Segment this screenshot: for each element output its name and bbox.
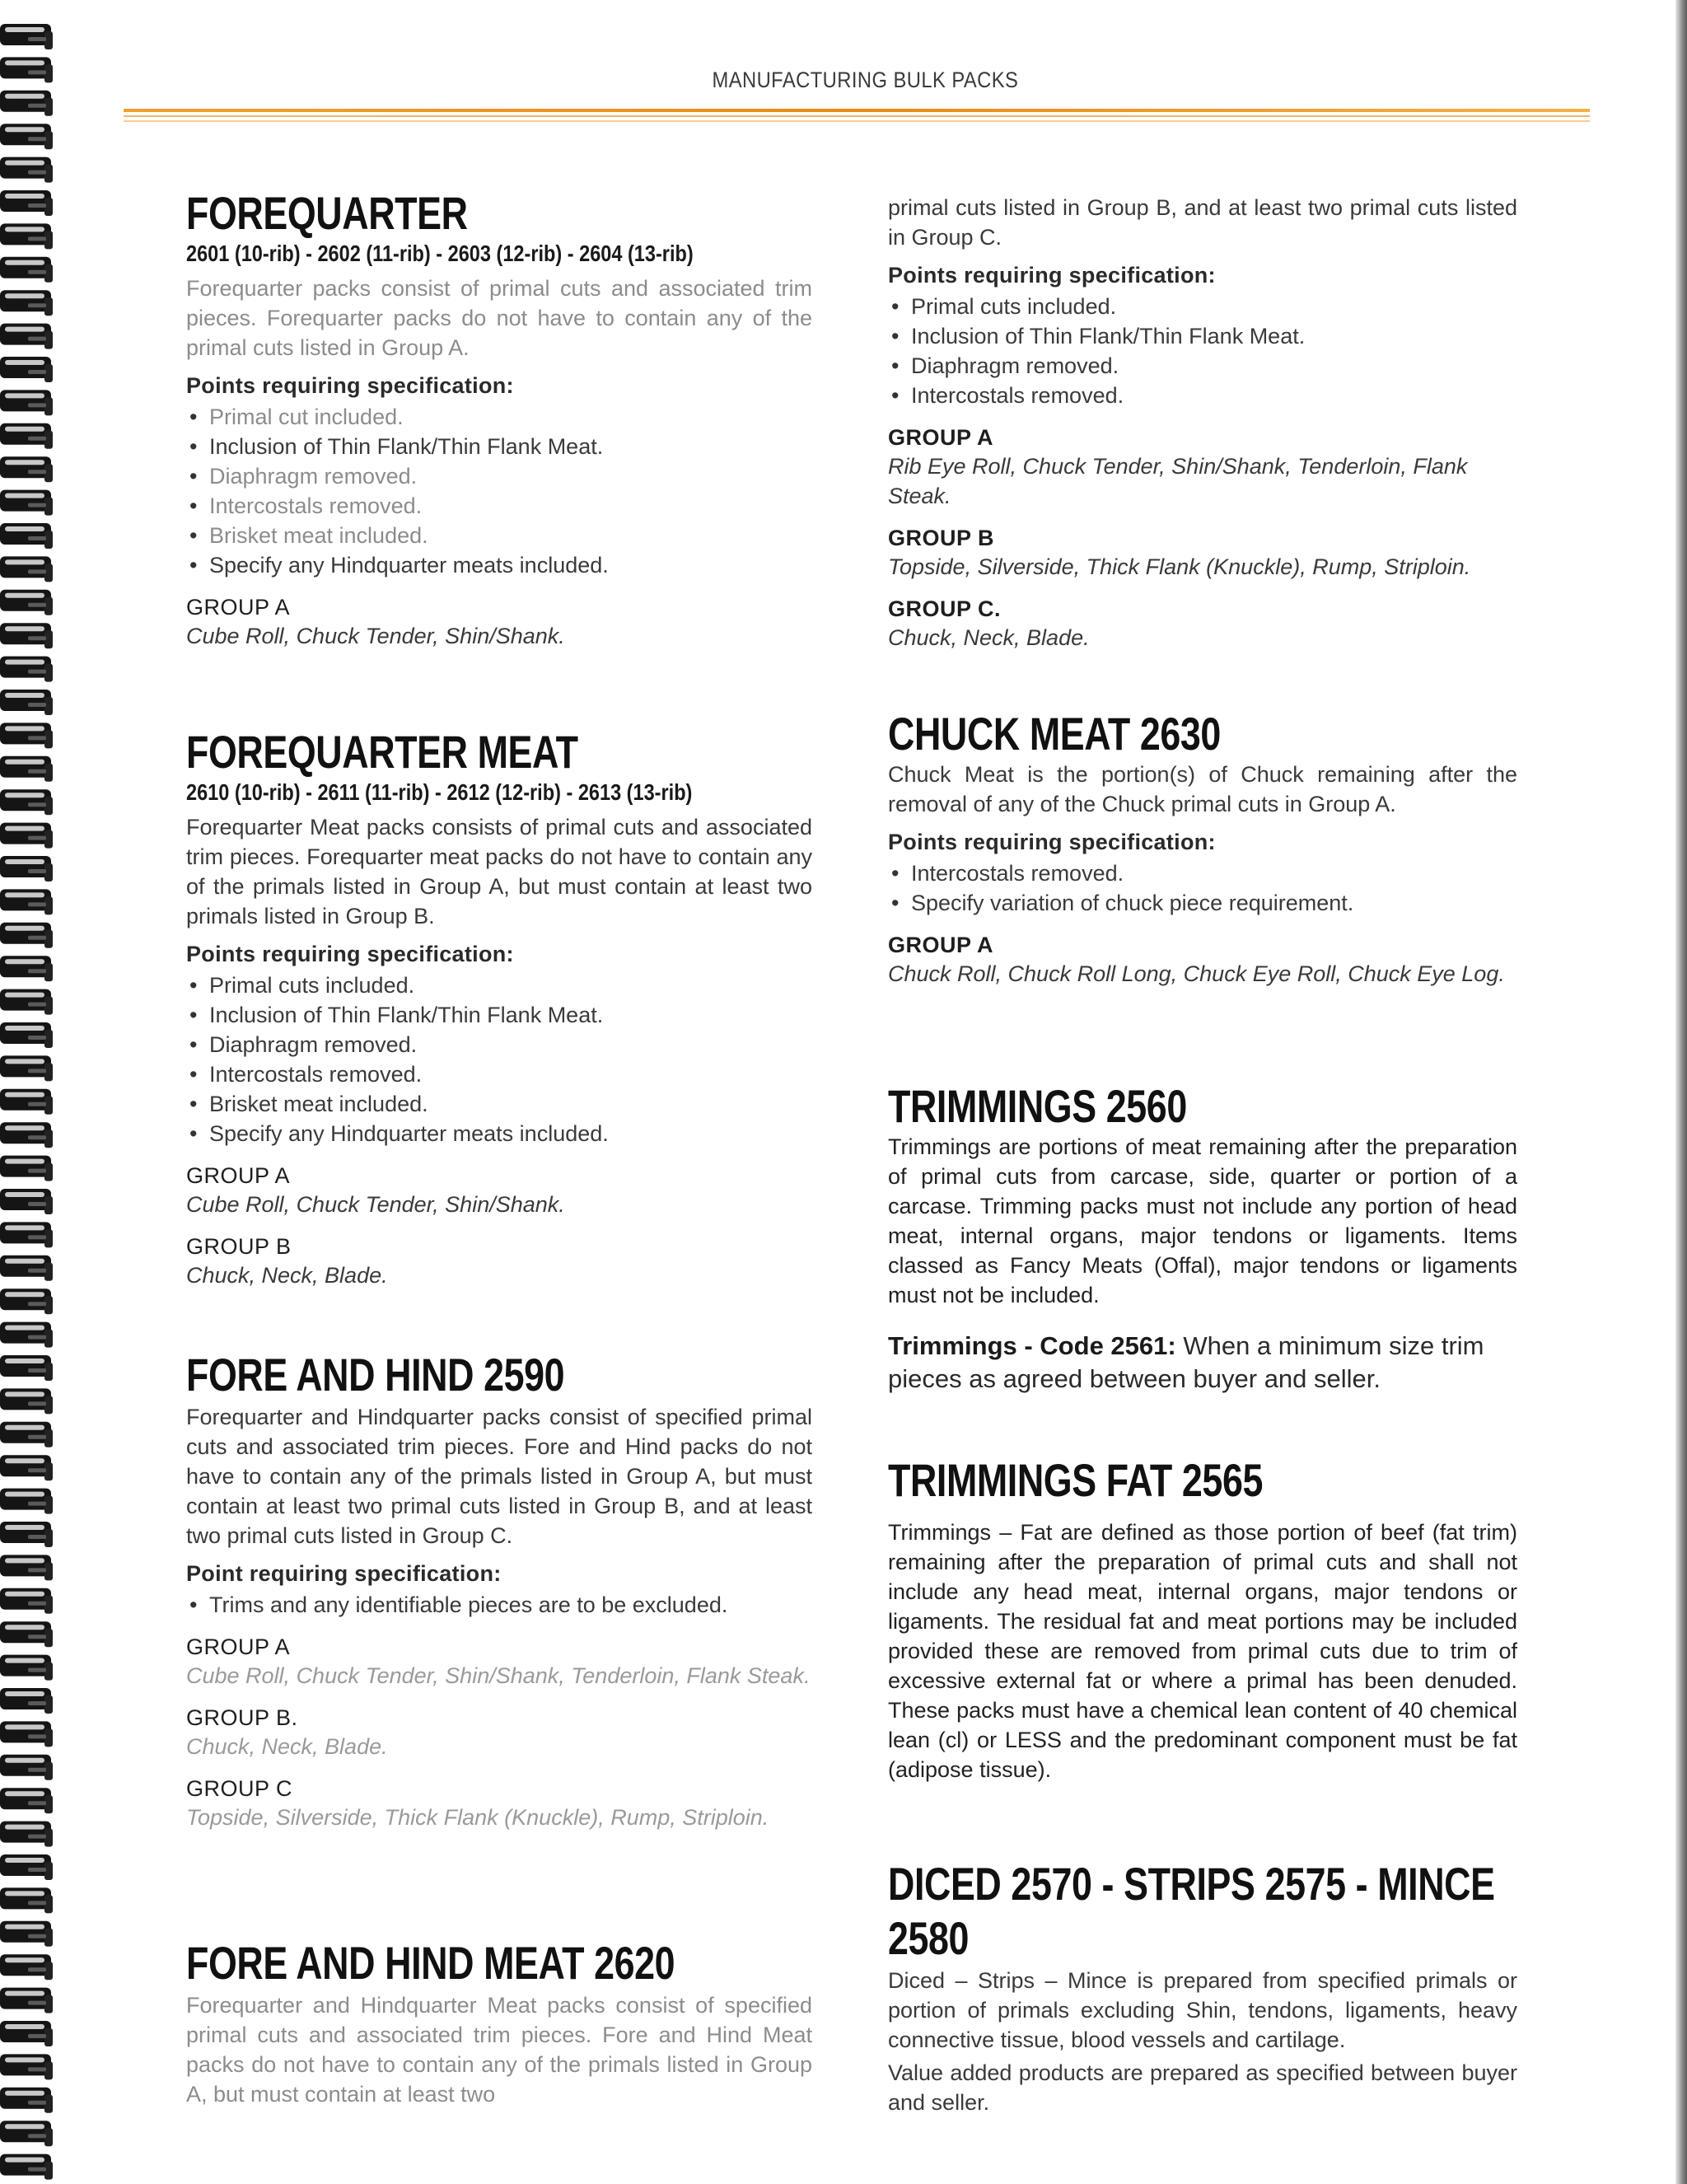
group-items: Cube Roll, Chuck Tender, Shin/Shank. xyxy=(186,624,565,648)
section-codes: 2610 (10-rib) - 2611 (11-rib) - 2612 (12-rib) - 2613 (13-rib) xyxy=(186,779,693,805)
section-trimmings xyxy=(888,1081,1517,1396)
section-forequarter xyxy=(186,188,812,651)
section-fore-and-hind-meat-continued xyxy=(888,193,1517,652)
trimmings-code-note xyxy=(888,1330,1517,1396)
list-item: • Intercostals removed. xyxy=(888,858,1517,888)
group-items: Rib Eye Roll, Chuck Tender, Shin/Shank, Tenderloin, Flank Steak. xyxy=(888,454,1468,508)
group-label: GROUP C xyxy=(186,1776,293,1801)
group-label: GROUP A xyxy=(888,425,994,450)
header-rule xyxy=(124,109,1590,112)
section-chuck-meat xyxy=(888,709,1517,989)
list-item: • Diaphragm removed. xyxy=(888,351,1517,381)
section-codes: 2601 (10-rib) - 2602 (11-rib) - 2603 (12-rib) - 2604 (13-rib) xyxy=(186,241,694,266)
group-label: GROUP A xyxy=(888,933,994,957)
group-items: Topside, Silverside, Thick Flank (Knuckle), Rump, Striploin. xyxy=(186,1805,769,1830)
list-item: • Intercostals removed. xyxy=(888,381,1517,410)
trimmings-code-text: When a minimum size trim pieces as agreed between buyer and seller. xyxy=(888,1331,1484,1393)
section-description: Chuck Meat is the portion(s) of Chuck remaining after the removal of any of the Chuck primal cuts in Group A. xyxy=(888,762,1517,816)
section-description: Forequarter packs consist of primal cuts and associated trim pieces. Forequarter packs do not have to contain any of the primal cuts listed in Group A. xyxy=(186,276,812,360)
list-item: • Brisket meat included. xyxy=(186,521,812,550)
group-items: Chuck Roll, Chuck Roll Long, Chuck Eye Roll, Chuck Eye Log. xyxy=(888,961,1505,986)
points-list xyxy=(888,292,1517,410)
list-item: • Primal cuts included. xyxy=(186,970,812,1000)
points-label: Points requiring specification: xyxy=(186,373,514,398)
page-header-title: MANUFACTURING BULK PACKS xyxy=(712,68,1019,92)
page-edge-shadow xyxy=(1675,0,1687,2184)
group-label: GROUP A xyxy=(186,595,291,620)
list-item: • Primal cuts included. xyxy=(888,292,1517,321)
section-description: Trimmings are portions of meat remaining after the preparation of primal cuts from carcase, side, quarter or portion of a carcase. Trimming packs must not include any portion of head meat, internal organs, major tendons or ligaments. Items classed as Fancy Meats (Offal), major tendons or ligaments must not be included. xyxy=(888,1134,1517,1307)
section-diced-strips-mince xyxy=(888,1857,1517,2117)
spiral-binding xyxy=(0,0,91,2184)
section-description: Forequarter and Hindquarter packs consist of specified primal cuts and associated trim pieces. Fore and Hind packs do not have to contain any of the primals listed in Group A, but must contain at least two primal cuts listed in Group B, and at least two primal cuts listed in Group C. xyxy=(186,1405,812,1548)
header-rule-3 xyxy=(124,120,1590,122)
group-label: GROUP B xyxy=(186,1234,292,1259)
group-items: Topside, Silverside, Thick Flank (Knuckle), Rump, Striploin. xyxy=(888,554,1471,579)
group-items: Chuck, Neck, Blade. xyxy=(186,1263,388,1288)
points-list xyxy=(186,1590,812,1620)
section-title: FORE AND HIND MEAT 2620 xyxy=(186,1937,675,1989)
header-rule-2 xyxy=(124,115,1590,117)
group-items: Cube Roll, Chuck Tender, Shin/Shank. xyxy=(186,1192,565,1217)
section-description: Diced – Strips – Mince is prepared from specified primals or portion of primals excluding Shin, tendons, ligaments, heavy connective tissue, blood vessels and cartilage. xyxy=(888,1968,1517,2052)
section-description-2: Value added products are prepared as specified between buyer and seller. xyxy=(888,2060,1517,2115)
section-title: CHUCK MEAT 2630 xyxy=(888,708,1221,760)
list-item: • Specify any Hindquarter meats included. xyxy=(186,1119,812,1148)
points-list xyxy=(186,970,812,1148)
points-label: Points requiring specification: xyxy=(186,942,514,966)
group-label: GROUP C. xyxy=(888,596,1002,621)
section-title: DICED 2570 - STRIPS 2575 - MINCE 2580 xyxy=(888,1858,1495,1964)
section-title: TRIMMINGS FAT 2565 xyxy=(888,1454,1263,1506)
list-item: • Brisket meat included. xyxy=(186,1089,812,1119)
list-item: • Inclusion of Thin Flank/Thin Flank Meat. xyxy=(186,1000,812,1030)
group-label: GROUP A xyxy=(186,1163,291,1188)
group-items: Chuck, Neck, Blade. xyxy=(888,625,1090,650)
points-list xyxy=(186,402,812,580)
section-title: FORE AND HIND 2590 xyxy=(186,1349,565,1401)
list-item: • Diaphragm removed. xyxy=(186,461,812,491)
points-list xyxy=(888,858,1517,918)
list-item: • Trims and any identifiable pieces are to be excluded. xyxy=(186,1590,812,1620)
section-description: Forequarter and Hindquarter Meat packs consist of specified primal cuts and associated trim pieces. Fore and Hind Meat packs do not have to contain any of the primals listed in Group A, but must contain at least two xyxy=(186,1993,812,2107)
section-trimmings-fat xyxy=(888,1455,1517,1784)
section-description: Forequarter Meat packs consists of primal cuts and associated trim pieces. Forequarter meat packs do not have to contain any of the primals listed in Group A, but must contain at least two primals listed in Group B. xyxy=(186,815,812,928)
section-description: Trimmings – Fat are defined as those portion of beef (fat trim) remaining after the preparation of primal cuts and shall not include any head meat, internal organs, major tendons or ligaments. The residual fat and meat portions may be included provided these are removed from primal cuts due to trim of excessive external fat or where a primal has been denuded. These packs must have a chemical lean content of 40 chemical lean (cl) or LESS and the predominant component must be fat (adipose tissue). xyxy=(888,1520,1517,1782)
list-item: • Inclusion of Thin Flank/Thin Flank Meat. xyxy=(888,321,1517,351)
section-title: FOREQUARTER MEAT xyxy=(186,726,578,778)
points-label: Point requiring specification: xyxy=(186,1561,502,1586)
section-fore-and-hind xyxy=(186,1349,812,1832)
list-item: • Intercostals removed. xyxy=(186,1059,812,1089)
section-title: FOREQUARTER xyxy=(186,187,468,239)
list-item: • Specify variation of chuck piece requirement. xyxy=(888,888,1517,918)
list-item: • Diaphragm removed. xyxy=(186,1030,812,1059)
list-item: • Intercostals removed. xyxy=(186,491,812,521)
list-item: • Inclusion of Thin Flank/Thin Flank Meat. xyxy=(186,432,812,461)
list-item: • Primal cut included. xyxy=(186,402,812,432)
points-label: Points requiring specification: xyxy=(888,830,1216,854)
group-label: GROUP B xyxy=(888,526,995,550)
group-items: Cube Roll, Chuck Tender, Shin/Shank, Tenderloin, Flank Steak. xyxy=(186,1663,811,1688)
points-label: Points requiring specification: xyxy=(888,263,1216,288)
section-description: primal cuts listed in Group B, and at least two primal cuts listed in Group C. xyxy=(888,195,1517,250)
list-item: • Specify any Hindquarter meats included. xyxy=(186,550,812,580)
section-forequarter-meat xyxy=(186,727,812,1290)
section-title: TRIMMINGS 2560 xyxy=(888,1080,1187,1132)
group-label: GROUP B. xyxy=(186,1705,298,1730)
section-fore-and-hind-meat xyxy=(186,1938,812,2109)
group-label: GROUP A xyxy=(186,1634,291,1659)
trimmings-code-label: Trimmings - Code 2561: xyxy=(888,1331,1176,1360)
group-items: Chuck, Neck, Blade. xyxy=(186,1734,388,1759)
